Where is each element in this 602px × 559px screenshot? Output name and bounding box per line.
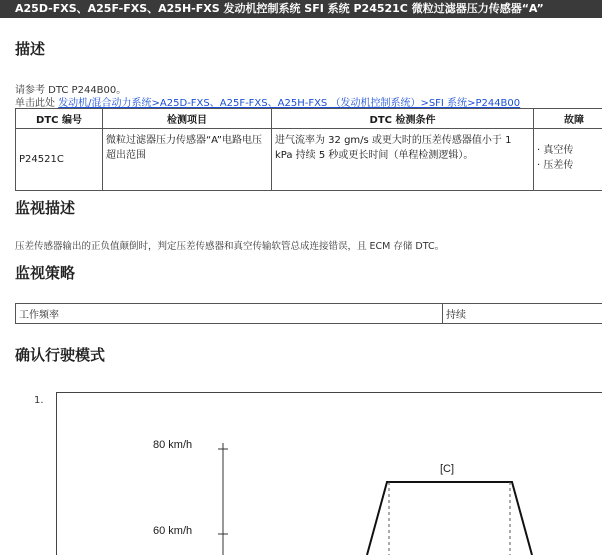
table-row bbox=[16, 304, 602, 324]
strategy-cell: 持续 bbox=[443, 304, 602, 324]
monitor-strategy-heading: 监视策略 bbox=[15, 262, 75, 283]
speed-label-60: 60 km/h bbox=[153, 525, 192, 537]
table-header: DTC 编号 bbox=[16, 109, 103, 129]
speed-label-80: 80 km/h bbox=[153, 439, 192, 451]
description-heading: 描述 bbox=[15, 38, 45, 59]
document-title-bar bbox=[0, 0, 602, 18]
drive-pattern-heading: 确认行驶模式 bbox=[15, 344, 105, 365]
detection-condition: 进气流率为 32 gm/s 或更大时的压差传感器值小于 1 kPa 持续 5 秒或更长时间（单程检测逻辑）。 bbox=[272, 129, 534, 191]
dtc-table bbox=[15, 108, 602, 191]
fault-item: · 真空传 bbox=[537, 141, 602, 156]
reference-text: 请参考 DTC P244B00。 bbox=[15, 81, 126, 96]
fault-area bbox=[534, 129, 602, 191]
speed-profile-line bbox=[367, 482, 532, 555]
monitor-strategy-table bbox=[15, 303, 602, 324]
document-title: A25D-FXS、A25F-FXS、A25H-FXS 发动机控制系统 SFI 系统 P24521C 微粒过滤器压力传感器“A” bbox=[15, 2, 544, 15]
table-header-row bbox=[16, 109, 602, 129]
fault-item: · 压差传 bbox=[537, 156, 602, 171]
monitor-description-text: 压差传感器输出的正负值颠倒时，判定压差传感器和真空传输软管总成连接错误，且 ECM 存储 DTC。 bbox=[15, 238, 444, 252]
table-row bbox=[16, 129, 602, 191]
monitor-description-heading: 监视描述 bbox=[15, 197, 75, 218]
dtc-code: P24521C bbox=[16, 129, 103, 191]
strategy-cell: 工作频率 bbox=[16, 304, 443, 324]
link-prefix: 单击此处 bbox=[15, 98, 55, 109]
table-header: 故障 bbox=[534, 109, 602, 129]
step-number: 1. bbox=[34, 395, 44, 406]
phase-label-c: [C] bbox=[440, 463, 454, 475]
detection-item: 微粒过滤器压力传感器“A”电路电压超出范围 bbox=[103, 129, 272, 191]
reference-link-line bbox=[15, 94, 520, 109]
table-header: 检测项目 bbox=[103, 109, 272, 129]
table-header: DTC 检测条件 bbox=[272, 109, 534, 129]
reference-link[interactable]: 发动机/混合动力系统>A25D-FXS、A25F-FXS、A25H-FXS （发动机控制系统）>SFI 系统>P244B00 bbox=[58, 98, 520, 109]
drive-pattern-diagram bbox=[56, 392, 602, 555]
drive-pattern-svg bbox=[57, 393, 602, 555]
